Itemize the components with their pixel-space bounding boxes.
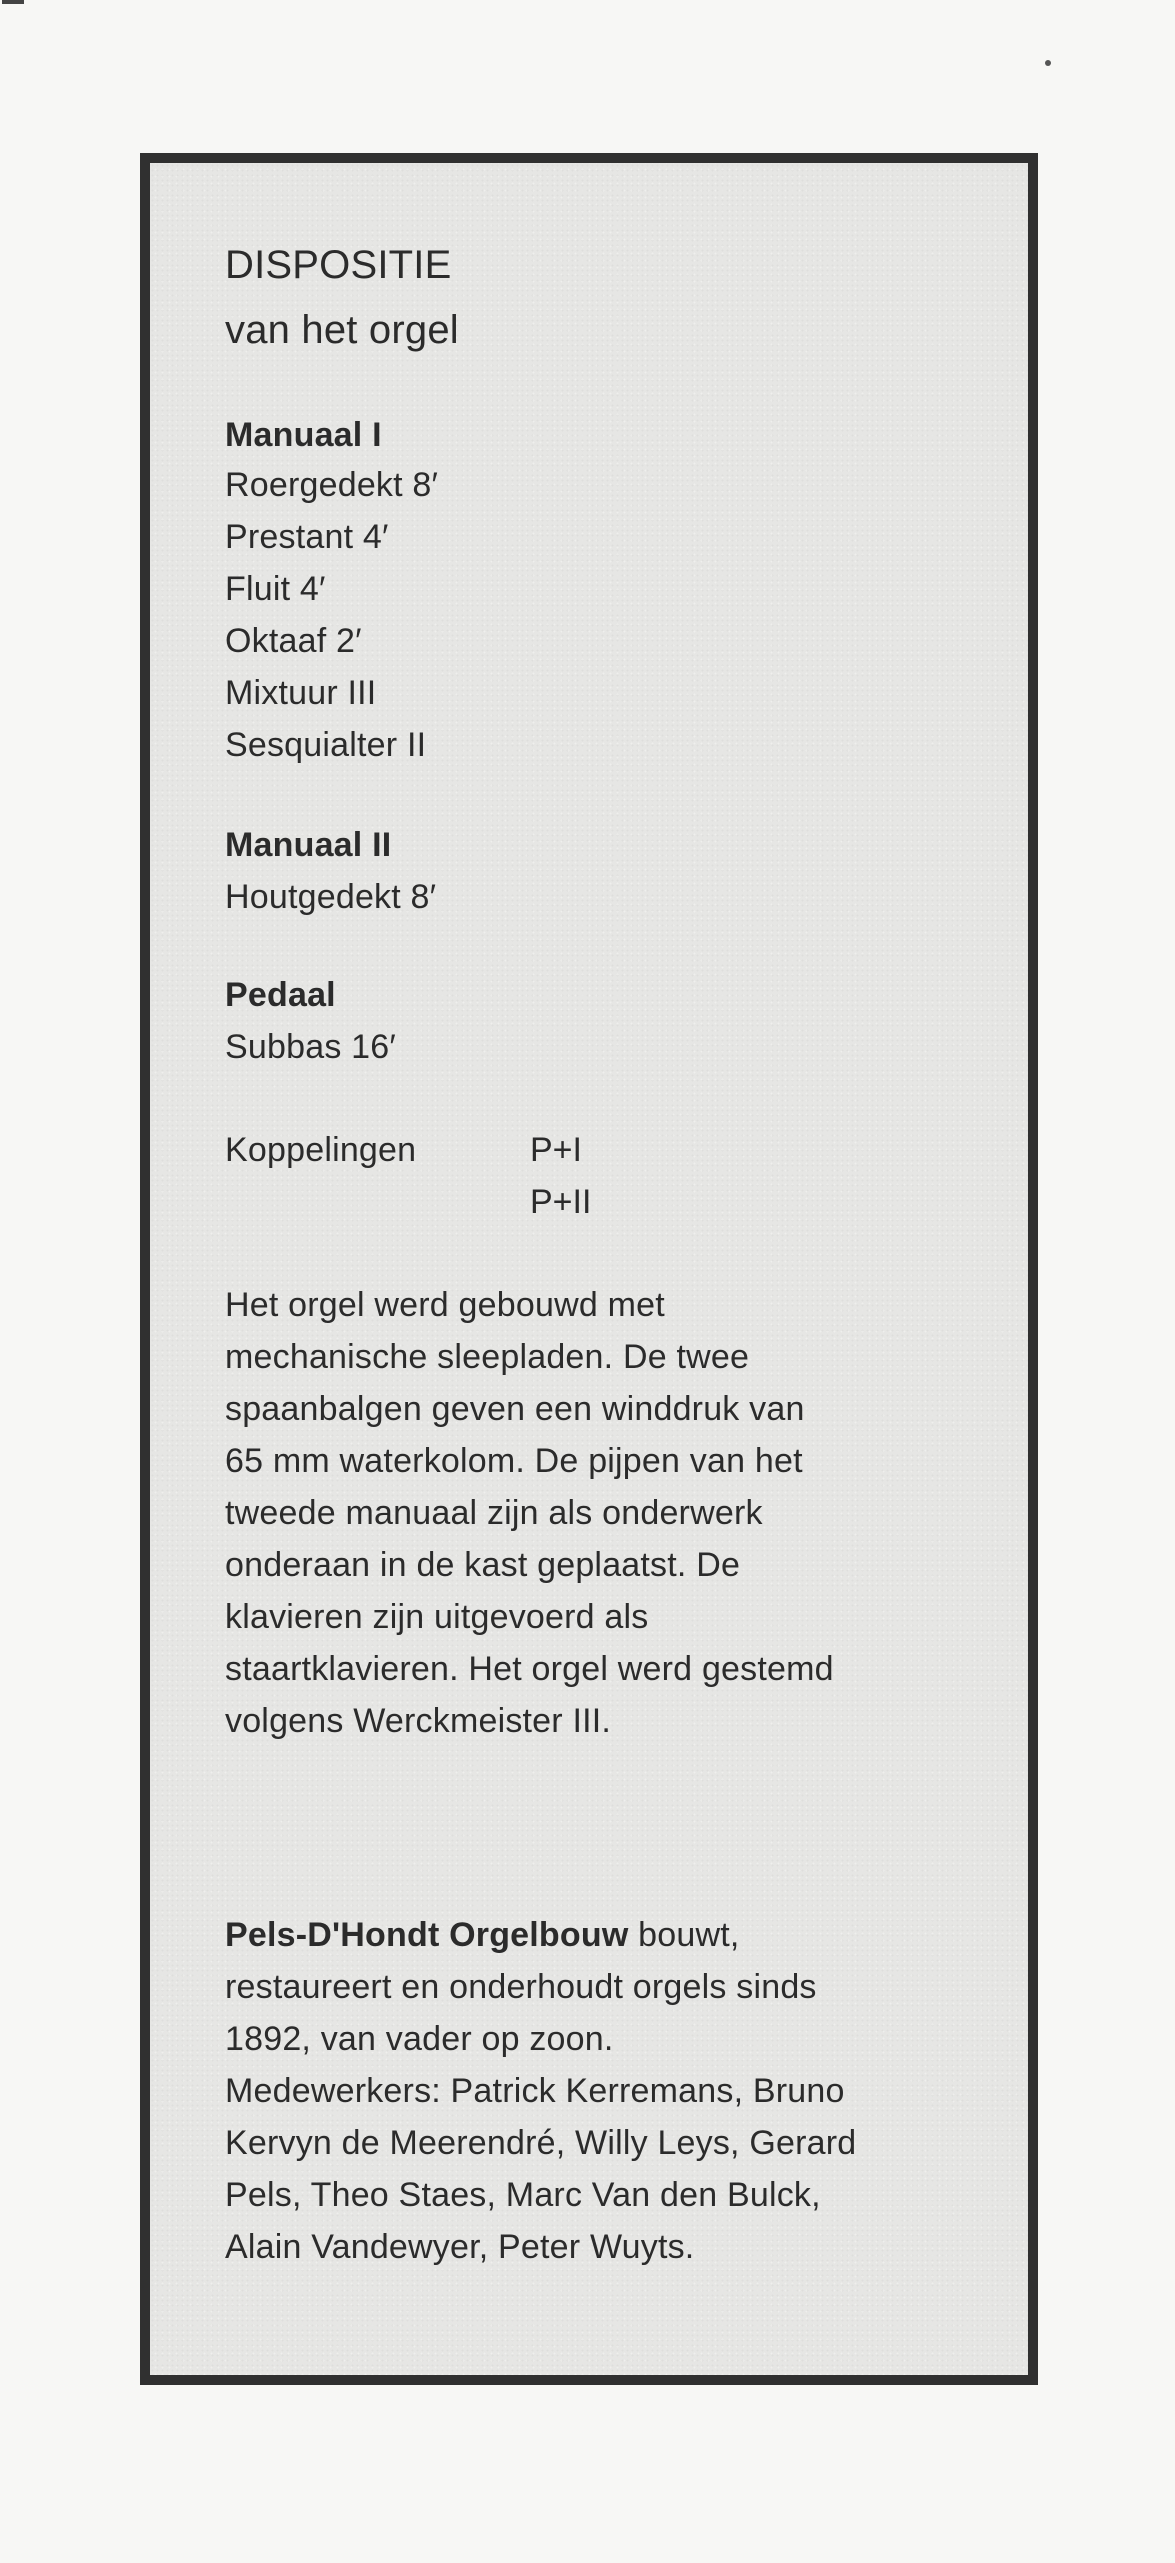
builder-line: Kervyn de Meerendré, Willy Leys, Gerard: [225, 2124, 857, 2162]
pedaal-stop: Subbas 16′: [225, 1028, 396, 1066]
builder-line: restaureert en onderhoudt orgels sinds: [225, 1968, 817, 2006]
title-line-1: DISPOSITIE: [225, 243, 452, 287]
manuaal-1-stop: Sesquialter II: [225, 726, 427, 764]
builder-line: Alain Vandewyer, Peter Wuyts.: [225, 2228, 695, 2266]
description-line: klavieren zijn uitgevoerd als: [225, 1598, 649, 1636]
description-line: 65 mm waterkolom. De pijpen van het: [225, 1442, 803, 1480]
koppelingen-label: Koppelingen: [225, 1131, 417, 1169]
koppeling-value: P+I: [530, 1131, 582, 1169]
builder-line: Medewerkers: Patrick Kerremans, Bruno: [225, 2072, 845, 2110]
builder-line: 1892, van vader op zoon.: [225, 2020, 614, 2058]
manuaal-1-stop: Roergedekt 8′: [225, 466, 439, 504]
description-line: spaanbalgen geven een winddruk van: [225, 1390, 805, 1428]
koppeling-value: P+II: [530, 1183, 592, 1221]
manuaal-1-stop: Oktaaf 2′: [225, 622, 362, 660]
description-line: onderaan in de kast geplaatst. De: [225, 1546, 741, 1584]
manuaal-1-stop: Fluit 4′: [225, 570, 326, 608]
manuaal-2-heading: Manuaal II: [225, 826, 392, 864]
description-line: tweede manuaal zijn als onderwerk: [225, 1494, 763, 1532]
builder-line-rest: bouwt,: [628, 1916, 740, 1954]
title-line-2: van het orgel: [225, 308, 459, 352]
builder-line: Pels, Theo Staes, Marc Van den Bulck,: [225, 2176, 821, 2214]
builder-name: Pels-D'Hondt Orgelbouw: [225, 1916, 629, 1954]
manuaal-1-stop: Prestant 4′: [225, 518, 389, 556]
description-line: staartklavieren. Het orgel werd gestemd: [225, 1650, 834, 1688]
manuaal-1-stop: Mixtuur III: [225, 674, 377, 712]
manuaal-1-heading: Manuaal I: [225, 416, 382, 454]
manuaal-2-stop: Houtgedekt 8′: [225, 878, 437, 916]
description-line: mechanische sleepladen. De twee: [225, 1338, 750, 1376]
description-line: volgens Werckmeister III.: [225, 1702, 612, 1740]
description-line: Het orgel werd gebouwd met: [225, 1286, 665, 1324]
scan-speck: [1045, 60, 1051, 66]
scan-mark: [2, 0, 24, 4]
pedaal-heading: Pedaal: [225, 976, 336, 1014]
builder-line: [225, 1910, 740, 1960]
